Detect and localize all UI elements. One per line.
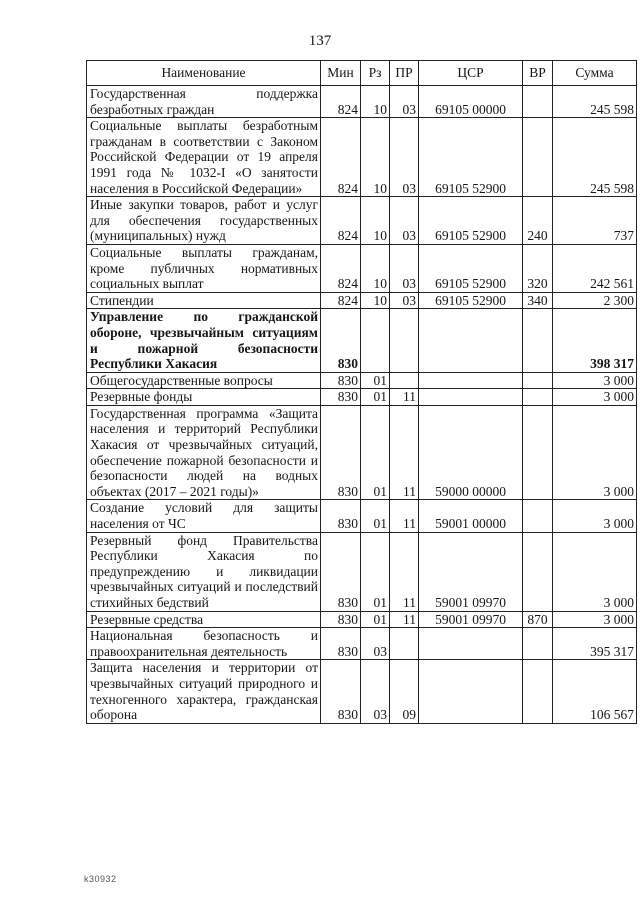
- cell-vr: [523, 118, 553, 197]
- cell-vr: [523, 372, 553, 389]
- cell-sum: 2 300: [553, 292, 637, 309]
- table-row: [87, 197, 637, 245]
- cell-vr: [523, 389, 553, 406]
- cell-pr: 11: [390, 611, 419, 628]
- cell-pr: 11: [390, 500, 419, 532]
- cell-sum: 245 598: [553, 86, 637, 118]
- table-row: [87, 405, 637, 500]
- cell-min: 830: [321, 372, 361, 389]
- cell-rz: 10: [361, 118, 390, 197]
- cell-csr: 69105 00000: [419, 86, 523, 118]
- cell-rz: 10: [361, 197, 390, 245]
- cell-rz: 01: [361, 372, 390, 389]
- cell-name: Социальные выплаты гражданам, кроме публичных нормативных социальных выплат: [87, 244, 321, 292]
- cell-csr: [419, 660, 523, 723]
- cell-pr: 09: [390, 660, 419, 723]
- cell-min: 824: [321, 197, 361, 245]
- cell-pr: 11: [390, 405, 419, 500]
- table-header-row: [87, 61, 637, 86]
- cell-vr: 340: [523, 292, 553, 309]
- cell-rz: 03: [361, 628, 390, 660]
- cell-sum: 245 598: [553, 118, 637, 197]
- cell-sum: 3 000: [553, 372, 637, 389]
- budget-table: [86, 60, 637, 724]
- cell-vr: [523, 500, 553, 532]
- table-row: [87, 532, 637, 611]
- cell-rz: 01: [361, 389, 390, 406]
- cell-name: Государственная программа «Защита населения и территорий Республики Хакасия от чрезвычайных ситуаций, обеспечение пожарной безопасности и безопасности людей на водных объектах (2017 – 2021 годы)»: [87, 405, 321, 500]
- table-row: [87, 309, 637, 372]
- cell-csr: 69105 52900: [419, 197, 523, 245]
- cell-csr: 59000 00000: [419, 405, 523, 500]
- table-row: [87, 611, 637, 628]
- cell-pr: 11: [390, 389, 419, 406]
- cell-name: Резервные фонды: [87, 389, 321, 406]
- cell-sum: 395 317: [553, 628, 637, 660]
- cell-name: Создание условий для защиты населения от ЧС: [87, 500, 321, 532]
- header-pr: ПР: [390, 61, 419, 86]
- cell-name: Национальная безопасность и правоохранительная деятельность: [87, 628, 321, 660]
- cell-csr: 69105 52900: [419, 244, 523, 292]
- cell-vr: 320: [523, 244, 553, 292]
- cell-sum: 3 000: [553, 611, 637, 628]
- cell-pr: [390, 628, 419, 660]
- cell-name: Социальные выплаты безработным гражданам в соответствии с Законом Российской Федерации от 19 апреля 1991 года № 1032-I «О занятости населения в Российской Федерации»: [87, 118, 321, 197]
- cell-rz: [361, 309, 390, 372]
- cell-pr: [390, 372, 419, 389]
- header-csr: ЦСР: [419, 61, 523, 86]
- table-row: [87, 389, 637, 406]
- cell-pr: 03: [390, 197, 419, 245]
- cell-name: Резервные средства: [87, 611, 321, 628]
- cell-sum: 242 561: [553, 244, 637, 292]
- table-row: [87, 292, 637, 309]
- cell-pr: 03: [390, 292, 419, 309]
- cell-name: Иные закупки товаров, работ и услуг для обеспечения государственных (муниципальных) нужд: [87, 197, 321, 245]
- cell-csr: 59001 09970: [419, 532, 523, 611]
- page-number: 137: [308, 33, 332, 49]
- cell-min: 824: [321, 118, 361, 197]
- cell-csr: 69105 52900: [419, 118, 523, 197]
- cell-sum: 3 000: [553, 405, 637, 500]
- footer-code: k30932: [84, 874, 117, 884]
- cell-pr: [390, 309, 419, 372]
- cell-csr: [419, 389, 523, 406]
- table-row: [87, 660, 637, 723]
- cell-pr: 11: [390, 532, 419, 611]
- cell-min: 830: [321, 405, 361, 500]
- cell-sum: 106 567: [553, 660, 637, 723]
- header-min: Мин: [321, 61, 361, 86]
- cell-csr: 59001 00000: [419, 500, 523, 532]
- table-row: [87, 86, 637, 118]
- cell-name: Управление по гражданской обороне, чрезвычайным ситуациям и пожарной безопасности Республики Хакасия: [87, 309, 321, 372]
- cell-name: Стипендии: [87, 292, 321, 309]
- table-row: [87, 500, 637, 532]
- table-row: [87, 244, 637, 292]
- table-row: [87, 118, 637, 197]
- cell-min: 824: [321, 86, 361, 118]
- cell-rz: 01: [361, 500, 390, 532]
- cell-min: 824: [321, 244, 361, 292]
- cell-vr: 870: [523, 611, 553, 628]
- cell-vr: 240: [523, 197, 553, 245]
- header-sum: Сумма: [553, 61, 637, 86]
- cell-csr: [419, 372, 523, 389]
- cell-min: 830: [321, 500, 361, 532]
- cell-min: 830: [321, 628, 361, 660]
- cell-sum: 3 000: [553, 532, 637, 611]
- table-row: [87, 628, 637, 660]
- cell-rz: 03: [361, 660, 390, 723]
- cell-min: 830: [321, 660, 361, 723]
- cell-sum: 398 317: [553, 309, 637, 372]
- cell-sum: 737: [553, 197, 637, 245]
- cell-min: 830: [321, 389, 361, 406]
- cell-vr: [523, 628, 553, 660]
- cell-vr: [523, 309, 553, 372]
- cell-min: 830: [321, 309, 361, 372]
- table-row: [87, 372, 637, 389]
- cell-sum: 3 000: [553, 500, 637, 532]
- cell-csr: [419, 309, 523, 372]
- cell-min: 830: [321, 532, 361, 611]
- cell-rz: 10: [361, 86, 390, 118]
- cell-pr: 03: [390, 86, 419, 118]
- header-name: Наименование: [87, 61, 321, 86]
- cell-name: Защита населения и территории от чрезвычайных ситуаций природного и техногенного характера, гражданская оборона: [87, 660, 321, 723]
- cell-rz: 10: [361, 292, 390, 309]
- cell-rz: 01: [361, 532, 390, 611]
- cell-rz: 01: [361, 405, 390, 500]
- cell-min: 830: [321, 611, 361, 628]
- cell-vr: [523, 660, 553, 723]
- cell-csr: 59001 09970: [419, 611, 523, 628]
- table-body: [87, 86, 637, 724]
- cell-name: Общегосударственные вопросы: [87, 372, 321, 389]
- cell-vr: [523, 405, 553, 500]
- cell-min: 824: [321, 292, 361, 309]
- cell-vr: [523, 532, 553, 611]
- cell-name: Государственная поддержка безработных граждан: [87, 86, 321, 118]
- cell-csr: 69105 52900: [419, 292, 523, 309]
- cell-name: Резервный фонд Правительства Республики Хакасия по предупреждению и ликвидации чрезвычайных ситуаций и последствий стихийных бедствий: [87, 532, 321, 611]
- header-vr: ВР: [523, 61, 553, 86]
- cell-pr: 03: [390, 118, 419, 197]
- cell-rz: 01: [361, 611, 390, 628]
- cell-csr: [419, 628, 523, 660]
- cell-vr: [523, 86, 553, 118]
- header-rz: Рз: [361, 61, 390, 86]
- cell-sum: 3 000: [553, 389, 637, 406]
- cell-pr: 03: [390, 244, 419, 292]
- cell-rz: 10: [361, 244, 390, 292]
